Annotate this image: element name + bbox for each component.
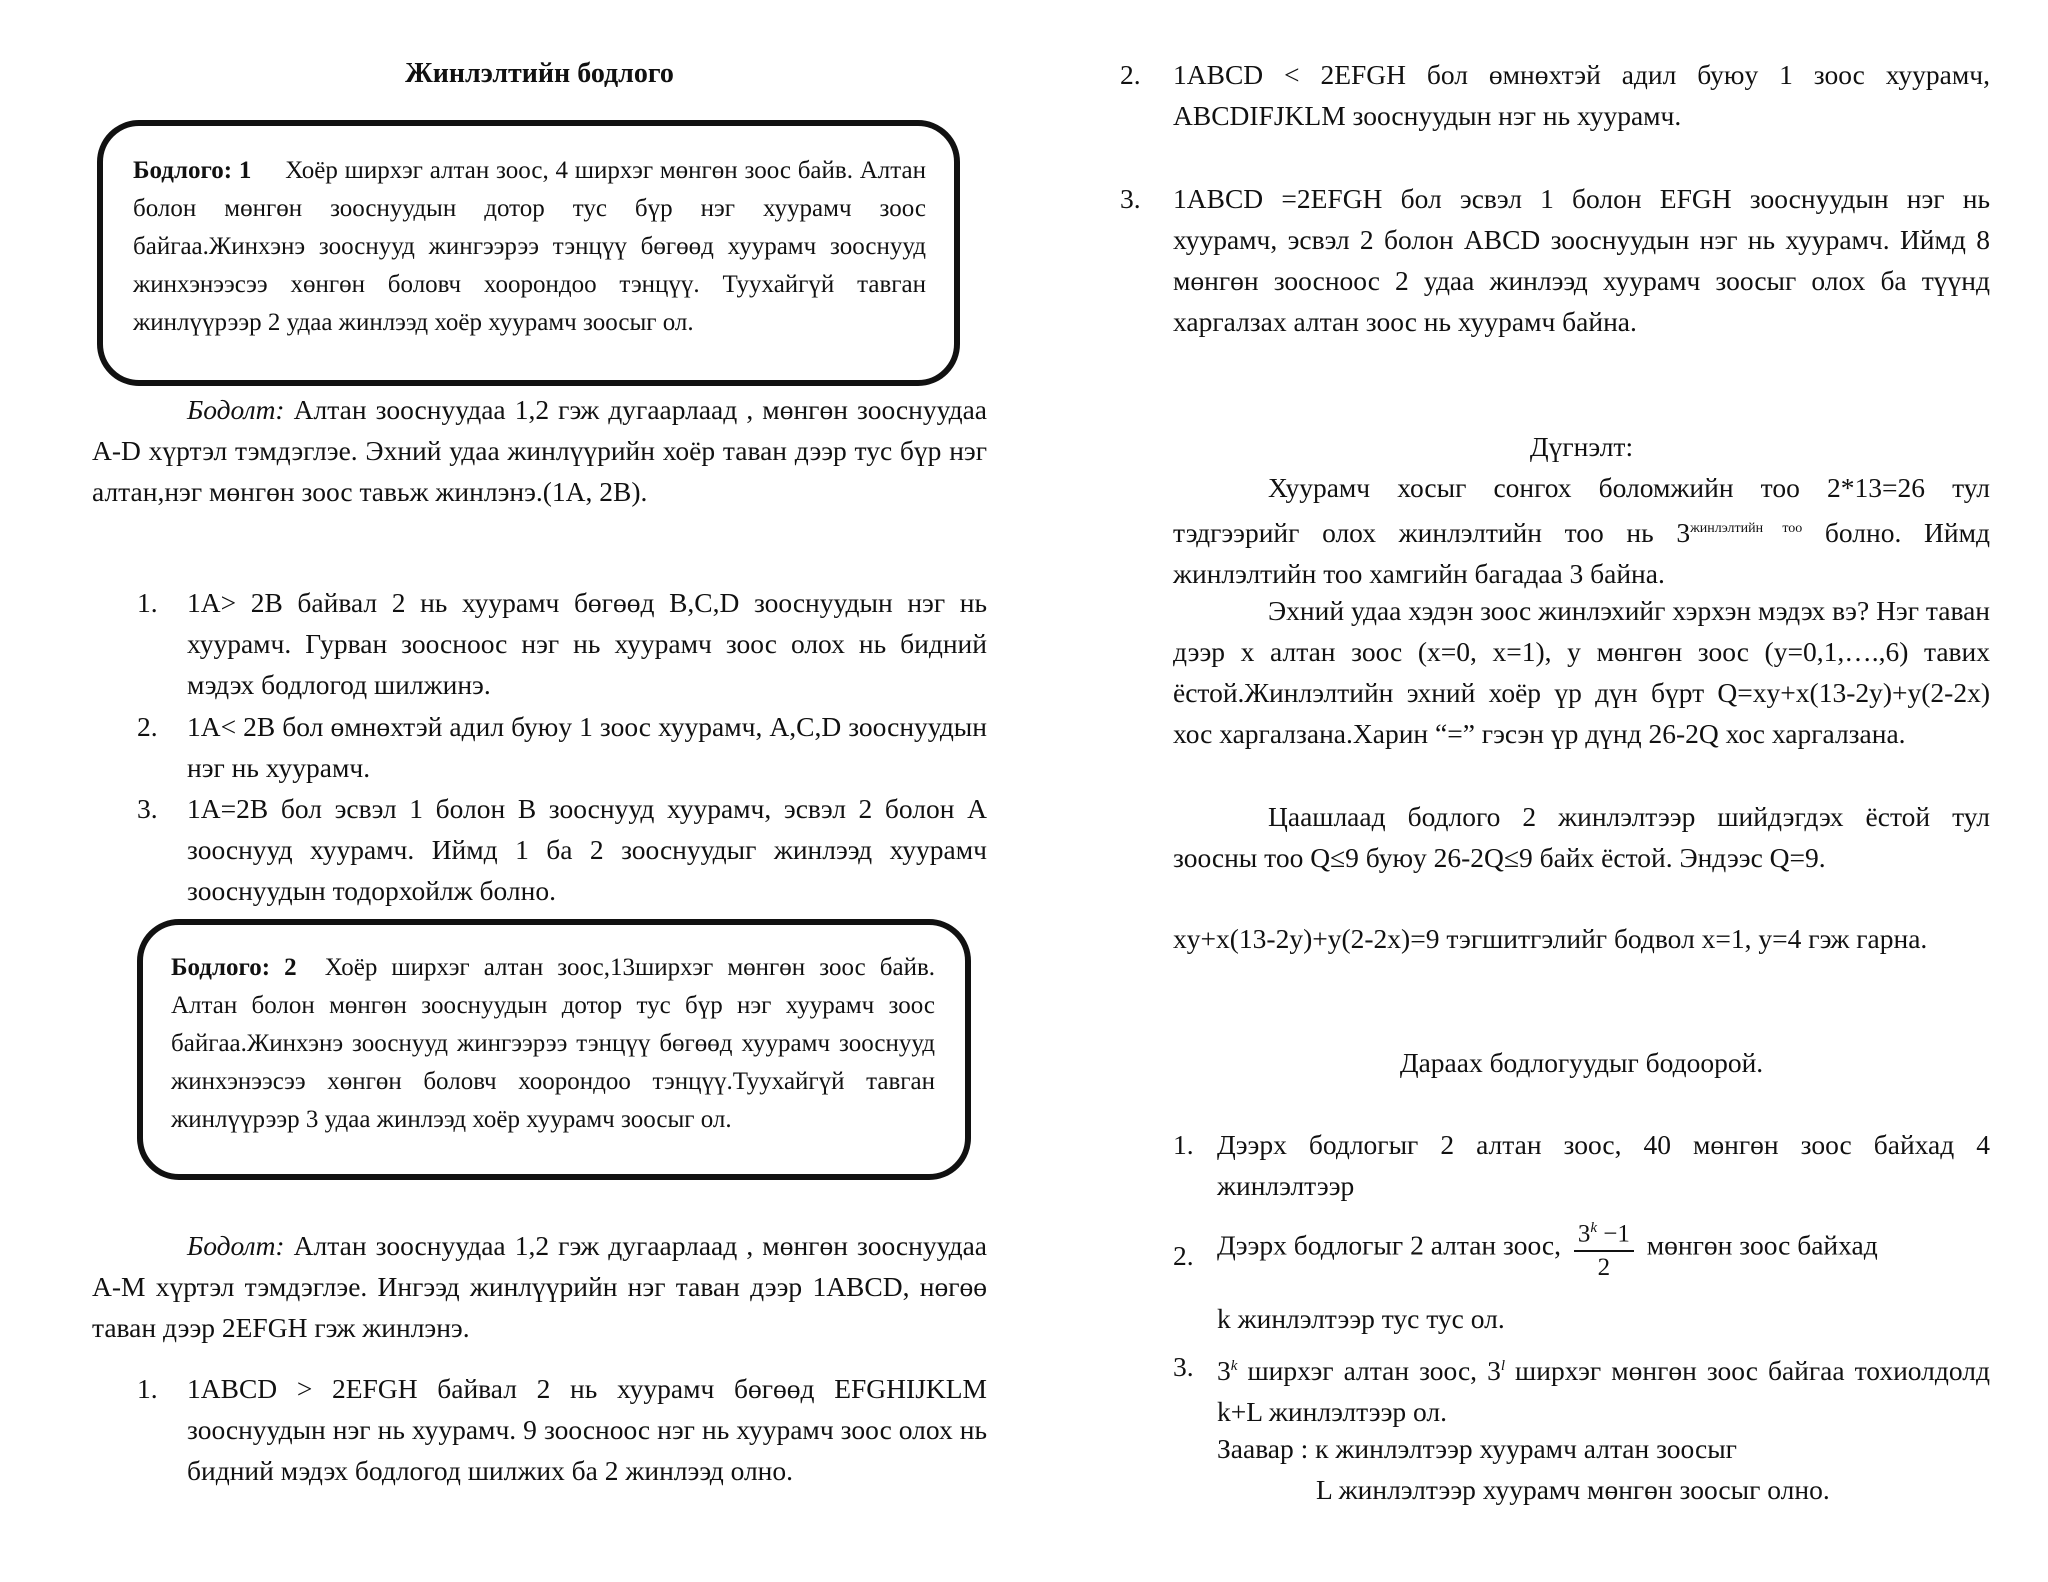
solution-2-item-3: 1ABCD =2EFGH бол эсвэл 1 болон EFGH зооснуудын нэг нь хуурамч, эсвэл 2 болон ABCD зооснуудын нэг нь хуурамч. Иймд 8 мөнгөн зооснoос 2 удаа жинлээд хуурамч зоосыг олох ба түүнд харгалзах алтан зоос нь хуурамч байна. — [1173, 183, 1990, 337]
exercise-2-text-end: мөнгөн зоос байхад — [1646, 1229, 1878, 1261]
exercises-heading: Дараах бодлогуудыг бодоорой. — [1399, 1047, 1764, 1078]
conclusion-p1-text-end: болно. Иймд жинлэлтийн тоо хамгийн багадаа 3 байна. — [1173, 517, 1990, 590]
conclusion-paragraph-3: Цаашлаад бодлого 2 жинлэлтээр шийдэгдэх ёстой тул зоосны тоо Q≤9 буюу 26-2Q≤9 байх ёстой. Эндээс Q=9. — [1173, 801, 1990, 873]
exercise-2-text: Дээрх бодлогыг 2 алтан зоос, — [1217, 1229, 1561, 1261]
conclusion-paragraph-4: xy+x(13-2y)+y(2-2x)=9 тэгшитгэлийг бодвол x=1, y=4 гэж гарна. — [1173, 923, 1928, 954]
exercise-3-text: ширхэг алтан зоос, — [1237, 1355, 1488, 1387]
conclusion-heading: Дүгнэлт: — [1529, 431, 1634, 462]
solution-1-item-2-num: 2. — [137, 711, 158, 742]
fraction-numerator-rest: −1 — [1597, 1220, 1630, 1248]
problem-2-label: Бодлого: 2 — [171, 954, 297, 981]
page-title: Жинлэлтийн бодлого — [405, 58, 674, 89]
fraction-numerator-exponent: k — [1590, 1220, 1598, 1236]
exercise-3 — [1217, 1346, 1990, 1432]
problem-2-text: Хоёр ширхэг алтан зоос,13ширхэг мөнгөн зоос байв. Алтан болон мөнгөн зооснуудын дотор тус бүр нэг хуурамч зоос байгаа.Жинхэнэ зооснууд жингээрээ тэнцүү бөгөөд хуурамч зооснууд жинхэнээсээ хөнгөн боловч хоорондоо тэнцүү.Туухайгүй тавган жинлүүрээр 3 удаа жинлээд хоёр хуурамч зоосыг ол. — [171, 954, 936, 1133]
conclusion-paragraph-1 — [1173, 467, 1990, 594]
exercise-2 — [1217, 1212, 1990, 1284]
exercise-3-exponent-2: l — [1500, 1358, 1506, 1374]
exercise-hint-1: Заавар : к жинлэлтээр хуурамч алтан зоосыг — [1217, 1433, 1737, 1464]
solution-1-intro — [92, 389, 987, 512]
solution-2-item-2: 1ABCD < 2EFGH бол өмнөхтэй адил буюу 1 зоос хуурамч, ABCDIFJKLM зооснуудын нэг нь хуурамч. — [1173, 59, 1990, 131]
conclusion-paragraph-2: Эхний удаа хэдэн зоос жинлэхийг хэрхэн мэдэх вэ? Нэг таван дээр x алтан зоос (x=0, x=1), y мөнгөн зоос (y=0,1,….,6) тавих ёстой.Жинлэлтийн эхний хоёр үр дүн бүрт Q=xy+x(13-2y)+y(2-2x) хос харгалзана.Харин “=” гэсэн үр дүнд 26-2Q хос харгалзана. — [1173, 595, 1990, 749]
solution-2-item-3-num: 3. — [1120, 183, 1141, 214]
exercise-3-num: 3. — [1173, 1351, 1194, 1382]
exercise-3-text-end: ширхэг мөнгөн зоос байгаа тохиолдолд k+L жинлэлтээр ол. — [1217, 1355, 1990, 1428]
conclusion-p1-text: Хуурамч хосыг сонгох боломжийн тоо 2*13=26 тул тэдгээрийг олох жинлэлтийн тоо нь 3 — [1173, 472, 1990, 549]
solution-1-item-2: 1A< 2B бол өмнөхтэй адил буюу 1 зоос хуурамч, A,C,D зооснуудын нэг нь хуурамч. — [187, 711, 987, 783]
exercise-2-continuation: k жинлэлтээр тус тус ол. — [1217, 1303, 1505, 1334]
exercise-1-num: 1. — [1173, 1129, 1194, 1160]
fraction-denominator: 2 — [1597, 1254, 1611, 1282]
solution-1-text: Алтан зооснуудаа 1,2 гэж дугаарлаад , мөнгөн зооснуудаа A-D хүртэл тэмдэглэе. Эхний удаа жинлүүрийн хоёр таван дээр тус бүр нэг алтан,нэг мөнгөн зоос тавьж жинлэнэ.(1A, 2B). — [92, 394, 987, 507]
problem-1-label: Бодлого: 1 — [133, 157, 252, 184]
exercise-3-base-2: 3 — [1487, 1355, 1501, 1387]
solution-2-intro — [92, 1225, 987, 1348]
solution-2-text: Алтан зооснуудаа 1,2 гэж дугаарлаад , мөнгөн зооснуудаа A-M хүртэл тэмдэглэе. Ингээд жинлүүрийн нэг таван дээр 1ABCD, нөгөө таван дээр 2EFGH гэж жинлэнэ. — [92, 1230, 987, 1343]
solution-2-label: Бодолт: — [187, 1230, 285, 1261]
solution-1-item-3-num: 3. — [137, 793, 158, 824]
exercise-1: Дээрх бодлогыг 2 алтан зоос, 40 мөнгөн зоос байхад 4 жинлэлтээр — [1217, 1129, 1990, 1201]
exercise-hint-2: L жинлэлтээр хуурамч мөнгөн зоосыг олно. — [1316, 1474, 1830, 1505]
solution-1-item-3: 1A=2B бол эсвэл 1 болон B зооснууд хуурамч, эсвэл 2 болон A зооснууд хуурамч. Иймд 1 ба 2 зооснуудыг жинлээд хуурамч зооснуудын тодорхойлж болно. — [187, 793, 987, 906]
problem-2-box — [137, 919, 971, 1180]
solution-2-item-1-num: 1. — [137, 1373, 158, 1404]
solution-2-item-2-num: 2. — [1120, 59, 1141, 90]
fraction-numerator-base: 3 — [1577, 1220, 1591, 1248]
solution-1-label: Бодолт: — [187, 394, 285, 425]
problem-1-box — [97, 120, 960, 386]
exercise-2-fraction — [1574, 1212, 1634, 1284]
exercise-3-base-1: 3 — [1217, 1355, 1231, 1387]
problem-1-text: Хоёр ширхэг алтан зоос, 4 ширхэг мөнгөн зоос байв. Алтан болон мөнгөн зооснуудын дотор тус бүр нэг хуурамч зоос байгаа.Жинхэнэ зооснууд жингээрээ тэнцүү бөгөөд хуурамч зооснууд жинхэнээсээ хөнгөн боловч хоорондоо тэнцүү. Туухайгүй тавган жинлүүрээр 2 удаа жинлээд хоёр хуурамч зоосыг ол. — [133, 157, 926, 336]
conclusion-p1-exponent: жинлэлтийн тоо — [1690, 521, 1803, 536]
exercise-2-num: 2. — [1173, 1240, 1194, 1271]
solution-1-item-1-num: 1. — [137, 587, 158, 618]
solution-2-item-1: 1ABCD > 2EFGH байвал 2 нь хуурамч бөгөөд EFGHIJKLM зооснуудын нэг нь хуурамч. 9 зооснoос нэг нь хуурамч зоос олох нь бидний мэдэх бодлогод шилжих ба 2 жинлээд олно. — [187, 1373, 987, 1486]
exercise-3-exponent-1: k — [1230, 1358, 1238, 1374]
solution-1-item-1: 1A> 2B байвал 2 нь хуурамч бөгөөд B,C,D зооснуудын нэг нь хуурамч. Гурван зооснoос нэг нь хуурамч зоос олох нь бидний мэдэх бодлогод шилжинэ. — [187, 587, 987, 700]
